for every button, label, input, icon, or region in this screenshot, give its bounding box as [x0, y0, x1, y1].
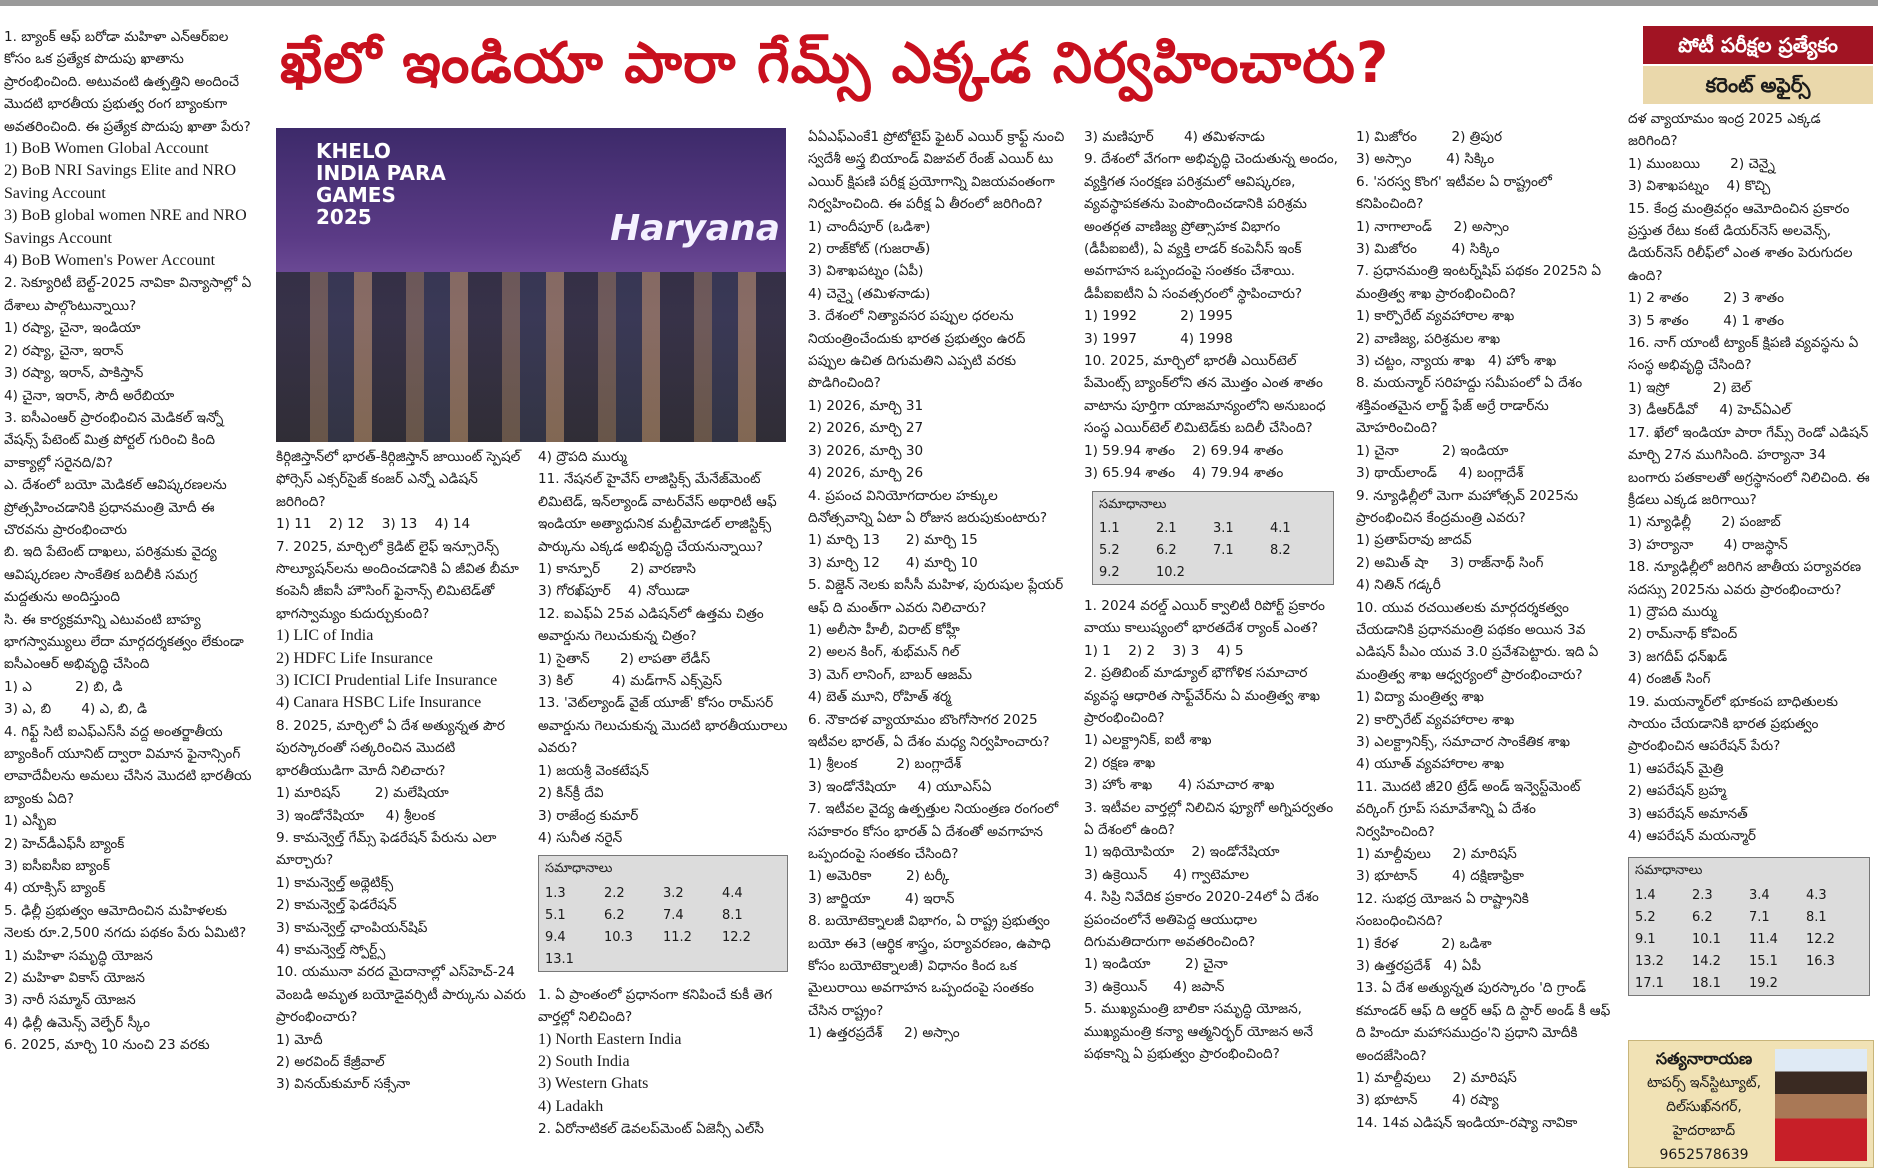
question-text: 5. విజ్డెన్ నెలకు ఐసీసీ మహిళ, పురుషుల ప్లేయర్ ఆఫ్ ది మంత్‌గా ఎవరు నిలిచారు? — [808, 577, 1064, 616]
option: 1) మోదీ — [276, 1031, 323, 1048]
option: 4) Canara HSBC Life Insurance — [276, 694, 482, 712]
question-text: 11. మొదటి జీ20 ట్రేడ్ అండ్ ఇన్వెస్ట్‌మెంట్ వర్కింగ్ గ్రూప్ సమావేశాన్ని ఏ దేశం నిర్వహించింది? — [1356, 778, 1581, 840]
option: 1) న్యూఢిల్లీ 2) పంజాబ్ — [1628, 514, 1781, 531]
option: 1) నాగాలాండ్ 2) అస్సాం — [1356, 218, 1510, 235]
question-text: 2. ప్రతిబింబ్ మాడ్యూల్ భౌగోళిక సమాచార వ్యవస్థ ఆధారిత సాఫ్ట్‌వేర్‌ను ఏ మంత్రిత్వ శాఖ ప్రారంభించింది? — [1084, 665, 1320, 726]
option: 2) మహిళా వికాస్ యోజన — [4, 970, 145, 987]
option: 1) ఆపరేషన్ మైత్రి — [1628, 760, 1724, 777]
option: 1) మారిషస్ 2) మలేషియా — [276, 785, 449, 802]
option: 2) 2026, మార్చి 27 — [808, 420, 924, 437]
question-text: 6. 2025, మార్చి 10 నుంచి 23 వరకు — [4, 1037, 210, 1054]
option: 3) ఇండోనేషియా 4) శ్రీలంక — [276, 807, 436, 824]
question-text: 9. కామన్వెల్త్ గేమ్స్ ఫెడరేషన్ పేరును ఎలా మార్చారు? — [276, 829, 497, 869]
question-text: 3. దేశంలో నిత్యావసర పప్పుల ధరలను నియంత్రించేందుకు భారత ప్రభుత్వం ఉరద్ పప్పుల ఉచిత దిగుమతిని ఎప్పటి వరకు పొడిగించింది? — [808, 308, 1026, 392]
answer-row: 9.2 10.2 — [1099, 564, 1185, 580]
question-text: 10. యమునా వరద మైదానాల్లో ఎస్‌హెచ్-24 వెంబడి అమృత బయోడైవర్సిటీ పార్కును ఎవరు ప్రారంభించారు? — [276, 964, 526, 1026]
option: 4) BoB Women's Power Account — [4, 252, 216, 270]
option: 3) రాజేంద్ర కుమార్ — [538, 807, 639, 824]
option: 1) మార్చి 13 2) మార్చి 15 — [808, 532, 978, 549]
option: 2) HDFC Life Insurance — [276, 649, 433, 667]
statement: ఎ. దేశంలో బయో మెడికల్ ఆవిష్కరణలను ప్రోత్సహించడానికి ప్రధానమంత్రి మోదీ ఈ చొరవను ప్రారంభించారు — [4, 477, 227, 538]
option: 2) కామన్వెల్త్ ఫెడరేషన్ — [276, 897, 397, 914]
statement: సి. ఈ కార్యక్రమాన్ని ఎటువంటి బాహ్య భాగస్వామ్యులు లేదా మార్గదర్శకత్వం లేకుండా ఐసీఎంఆర్ అభివృద్ధి చేసింది — [4, 611, 244, 673]
photo-crowd — [276, 272, 786, 442]
option: 3) జార్జియా 4) ఇరాన్ — [808, 890, 955, 907]
option: 2) అమిత్ షా 3) రాజ్‌నాథ్ సింగ్ — [1356, 554, 1544, 571]
option: 1) సైతాన్ 2) లాపతా లేడీస్ — [538, 650, 711, 667]
option: 4) 2026, మార్చి 26 — [808, 465, 924, 482]
answer-box — [538, 855, 788, 971]
option: 1) చైనా 2) ఇండియా — [1356, 442, 1509, 459]
news-photo — [276, 128, 786, 442]
question-text: 8. బయోటెక్నాలజీ విభాగం, ఏ రాష్ట్ర ప్రభుత్వం బయో ఈ3 (ఆర్థిక శాస్త్రం, పర్యావరణం, ఉపాధి కోసం బయోటెక్నాలజీ) విధానం కింద ఒక మైలురాయి అవగాహన ఒప్పందంపై సంతకం చేసిన రాష్ట్రం? — [808, 913, 1051, 1019]
answer-box — [1628, 857, 1870, 995]
option: 2) రాజ్‌కోట్ (గుజరాత్) — [808, 241, 931, 258]
option: 3) ఆపరేషన్ అమానత్ — [1628, 805, 1748, 822]
option: 2) BoB NRI Savings Elite and NRO Saving Account — [4, 162, 236, 202]
option: 3) గోరఖ్‌పూర్ 4) నోయిడా — [538, 583, 690, 600]
question-text: 6. నౌకాదళ వ్యాయామం బొంగోసాగర 2025 ఇటీవల భారత్, ఏ దేశం మధ్య నిర్వహించారు? — [808, 711, 1050, 750]
answer-row: 9.4 10.3 11.2 12.2 — [545, 929, 751, 945]
option: 1) 2026, మార్చి 31 — [808, 397, 924, 414]
option: 3) ఉక్రెయిన్ 4) గ్వాటెమాల — [1084, 866, 1250, 883]
option: 1) కాన్పూర్ 2) వారణాసి — [538, 561, 696, 578]
option: 2) కిన్‌క్రీ దేవి — [538, 785, 604, 802]
option: 1) 1992 2) 1995 — [1084, 308, 1233, 325]
option: 4) బెత్ మూని, రోహిత్ శర్మ — [808, 689, 952, 706]
option: 3) విశాఖపట్నం 4) కొచ్చి — [1628, 178, 1771, 195]
option: 2) అలన కింగ్, శుభ్‌మన్ గిల్ — [808, 644, 960, 661]
option: 1) LIC of India — [276, 627, 374, 645]
column-7 — [1628, 108, 1872, 1038]
option: 3) ఉక్రెయిన్ 4) జపాన్ — [1084, 978, 1225, 995]
option: 3) కామన్వెల్త్ ఛాంపియన్‌షిప్ — [276, 919, 428, 936]
question-text: 7. ప్రధానమంత్రి ఇంటర్న్‌షిప్ పథకం 2025ని ఏ మంత్రిత్వ శాఖ ప్రారంభించింది? — [1356, 263, 1602, 302]
option: 1) 2 శాతం 2) 3 శాతం — [1628, 290, 1784, 307]
option: 3) ఎ, బి 4) ఎ, బి, డి — [4, 701, 148, 718]
option: 1) ఎస్బీఐ — [4, 813, 57, 830]
column-3 — [538, 446, 788, 1166]
option: 1) కార్పొరేట్ వ్యవహారాల శాఖ — [1356, 308, 1515, 325]
option: 1) అలీసా హీలీ, విరాట్ కోహ్లీ — [808, 621, 960, 638]
author-details — [1639, 1047, 1769, 1167]
author-box — [1628, 1040, 1874, 1168]
author-phone: 9652578639 — [1659, 1147, 1749, 1163]
column-2 — [276, 446, 526, 1166]
answer-row: 1.4 2.3 3.4 4.3 — [1635, 887, 1827, 903]
option: 2) రష్యా, చైనా, ఇరాన్ — [4, 342, 124, 359]
option: 3) భూటాన్ 4) దక్షిణాఫ్రికా — [1356, 868, 1524, 885]
option: 1) ప్రతాప్‌రావు జాదవ్ — [1356, 532, 1472, 549]
option: 1) ఇస్రో 2) బెల్ — [1628, 379, 1751, 396]
option: 1) మాల్దీవులు 2) మారిషస్ — [1356, 1070, 1517, 1087]
option: 1) మాల్దీవులు 2) మారిషస్ — [1356, 846, 1517, 862]
answer-row: 17.1 18.1 19.2 — [1635, 975, 1778, 991]
option: 3) హర్యానా 4) రాజస్థాన్ — [1628, 536, 1788, 553]
option: 3) ఉత్తరప్రదేశ్ 4) ఏపీ — [1356, 958, 1482, 975]
question-text: 15. కేంద్ర మంత్రివర్గం ఆమోదించిన ప్రకారం ప్రస్తుత రేటు కంటే డియర్‌నెస్ అలవెన్స్, డియర్‌నెస్ రిలీఫ్‌లో ఎంత శాతం పెరుగుదల ఉంది? — [1628, 200, 1853, 284]
option: 4) Ladakh — [538, 1097, 604, 1115]
question-text: 18. న్యూఢిల్లీలో జరిగిన జాతీయ పర్యావరణ సదస్సు 2025ను ఎవరు ప్రారంభించారు? — [1628, 559, 1862, 598]
author-city: హైదరాబాద్ — [1672, 1123, 1736, 1139]
option: 3) 65.94 శాతం 4) 79.94 శాతం — [1084, 465, 1284, 482]
column-6 — [1356, 126, 1618, 1166]
question-text: 2. సెక్యూరిటీ బెల్ట్-2025 నావికా విన్యాసాల్లో ఏ దేశాలు పాల్గొంటున్నాయి? — [4, 275, 252, 314]
option: 3) భూటాన్ 4) రష్యా — [1356, 1092, 1499, 1109]
answer-row: 5.2 6.2 7.1 8.1 — [1635, 909, 1827, 925]
option: 1) విద్యా మంత్రిత్వ శాఖ — [1356, 689, 1484, 706]
question-text: 1. ఏ ప్రాంతంలో ప్రధానంగా కనిపించే కుకీ తెగ వార్తల్లో నిలిచింది? — [538, 986, 773, 1026]
statement: బి. ఇది పేటెంట్ దాఖలు, పరిశ్రమకు వైద్య ఆవిష్కరణల సాంకేతిక బదిలీకి సమగ్ర మద్దతును అందిస్తుంది — [4, 544, 217, 606]
option: 1) North Eastern India — [538, 1030, 682, 1048]
option: 1) ఇథియోపియా 2) ఇండోనేషియా — [1084, 844, 1280, 861]
option: 3) 5 శాతం 4) 1 శాతం — [1628, 312, 1784, 329]
answer-row: 13.1 — [545, 951, 574, 967]
option: 1) ఇండియా 2) చైనా — [1084, 956, 1228, 973]
option: 1) రష్యా, చైనా, ఇండియా — [4, 320, 141, 337]
question-text: 11. నేషనల్ హైవేస్ లాజిస్టిక్స్ మేనేజ్‌మెంట్ లిమిటెడ్, ఇన్‌ల్యాండ్ వాటర్‌వేస్ అథారిటీ ఆఫ్ ఇండియా అత్యాధునిక మల్టీమోడల్ లాజిస్టిక్స్ పార్కును ఎక్కడ అభివృద్ధి చేయనున్నాయి? — [538, 471, 777, 555]
option: 3) ఎలక్ట్రానిక్స్, సమాచార సాంకేతిక శాఖ — [1356, 733, 1570, 750]
question-text: 5. ముఖ్యమంత్రి బాలికా సమృద్ధి యోజన, ముఖ్యమంత్రి కన్యా ఆత్మనిర్భర్ యోజన అనే పథకాన్ని ఏ ప్రభుత్వం ప్రారంభించింది? — [1084, 1001, 1314, 1063]
option: 1) ఉత్తరప్రదేశ్ 2) అస్సాం — [808, 1025, 960, 1042]
answer-box — [1092, 491, 1334, 585]
author-photo — [1775, 1049, 1867, 1161]
option: 4) ఆపరేషన్ మయన్మార్ — [1628, 828, 1756, 844]
option: 1) 59.94 శాతం 2) 69.94 శాతం — [1084, 442, 1284, 459]
option: 1) 1 2) 2 3) 3 4) 5 — [1084, 642, 1244, 659]
question-text: 1. బ్యాంక్ ఆఫ్ బరోడా మహిళా ఎన్‌ఆర్‌ఐల కోసం ఒక ప్రత్యేక పొదుపు ఖాతాను ప్రారంభించింది. అటువంటి ఉత్పత్తిని అందించే మొదటి భారతీయ ప్రభుత్వ రంగ బ్యాంకుగా అవతరించింది. ఈ ప్రత్యేక పొదుపు ఖాతా పేరు? — [4, 29, 251, 135]
khelo-india-logo: KHELO INDIA PARA GAMES 2025 — [316, 139, 446, 229]
option: 4) సునీత నరైన్ — [538, 829, 623, 846]
option: 4) ద్రౌపది ముర్ము — [538, 449, 627, 465]
option: 1) కామన్వెల్త్ అథ్లెటిక్స్ — [276, 874, 394, 891]
option: 3) విశాఖపట్నం (ఏపీ) — [808, 263, 924, 280]
answer-row: 1.1 2.1 3.1 4.1 — [1099, 520, 1291, 536]
option: 1) కేరళ 2) ఒడిశా — [1356, 935, 1492, 952]
option: 3) ఇండోనేషియా 4) యూఎస్ఏ — [808, 778, 992, 795]
option: 3) 2026, మార్చి 30 — [808, 442, 924, 459]
option: 4) రంజిత్ సింగ్ — [1628, 671, 1711, 688]
option: 3) Western Ghats — [538, 1075, 649, 1093]
author-institute: టాపర్స్ ఇన్‌స్టిట్యూట్, — [1646, 1075, 1762, 1091]
question-text: 7. 2025, మార్చిలో క్రెడిట్ లైఫ్ ఇన్సూరెన్స్ సొల్యూషన్‌లను అందించడానికి ఏ జీవిత బీమా కంపెనీ జీఐసీ హౌసింగ్ ఫైనాన్స్ లిమిటెడ్‌తో భాగస్వామ్యం కుదుర్చుకుంది? — [276, 538, 519, 622]
question-text: 7. ఇటీవల వైద్య ఉత్పత్తుల నియంత్రణ రంగంలో సహకారం కోసం భారత్ ఏ దేశంతో అవగాహన ఒప్పందంపై సంతకం చేసింది? — [808, 801, 1059, 862]
question-text: దళ వ్యాయామం ఇంద్ర 2025 ఎక్కడ జరిగింది? — [1628, 111, 1821, 150]
haryana-text: Haryana — [610, 208, 780, 249]
option: 1) ముంబయి 2) చెన్నై — [1628, 155, 1775, 172]
question-text: 4. గిఫ్ట్ సిటీ ఐఎఫ్‌ఎస్‌సీ వద్ద అంతర్జాతీయ బ్యాంకింగ్ యూనిట్ ద్వారా విమాన ఫైనాన్సింగ్ లావాదేవీలను అమలు చేసిన మొదటి భారతీయ బ్యాంకు ఏది? — [4, 723, 252, 807]
option: 2) రక్షణ శాఖ — [1084, 754, 1156, 771]
option: 3) డీఆర్‌డీవో 4) హెచ్ఏఎల్ — [1628, 402, 1791, 419]
option: 4) కామన్వెల్త్ స్పోర్ట్స్ — [276, 941, 386, 958]
option: 4) చైనా, ఇరాన్, సౌదీ అరేబియా — [4, 387, 175, 404]
option: 3) 1997 4) 1998 — [1084, 330, 1233, 347]
option: 4) చెన్నై (తమిళనాడు) — [808, 285, 931, 302]
column-5 — [1084, 126, 1342, 1166]
question-text: 12. సుభద్ర యోజన ఏ రాష్ట్రానికి సంబంధించినది? — [1356, 890, 1529, 930]
question-text: 9. న్యూఢిల్లీలో మెగా మహోత్సవ్ 2025ను ప్రారంభించిన కేంద్రమంత్రి ఎవరు? — [1356, 487, 1579, 526]
option: 3) చట్టం, న్యాయ శాఖ 4) హోం శాఖ — [1356, 353, 1557, 370]
question-text: 10. యువ రచయితలకు మార్గదర్శకత్వం చేయడానికి ప్రధానమంత్రి పథకం అయిన 3వ ఎడిషన్ పీఎం యువ 3.0 ప్రవేశపెట్టారు. ఇది ఏ మంత్రిత్వ శాఖ ఆధ్వర్యంలో ప్రారంభించారు? — [1356, 599, 1599, 683]
question-text: 14. 14వ ఎడిషన్ ఇండియా-రష్యా నావికా — [1356, 1114, 1578, 1131]
question-text: 17. ఖేలో ఇండియా పారా గేమ్స్ రెండో ఎడిషన్ మార్చి 27న ముగిసింది. హర్యానా 34 బంగారు పతకాలతో అగ్రస్థానంలో నిలిచింది. ఈ క్రీడలు ఎక్కడ జరిగాయి? — [1628, 424, 1870, 508]
question-text: 1. 2024 వరల్డ్ ఎయిర్ క్వాలిటీ రిపోర్ట్ ప్రకారం వాయు కాలుష్యంలో భారతదేశ ర్యాంక్ ఎంత? — [1084, 597, 1325, 637]
question-text: 3. ఐసీఎంఆర్ ప్రారంభించిన మెడికల్ ఇన్నో వేషన్స్ పేటెంట్ మిత్ర పోర్టల్ గురించి కింది వాక్యాల్లో సరైనది/వి? — [4, 409, 224, 471]
option: 1) ద్రౌపది ముర్ము — [1628, 603, 1717, 620]
answer-title: సమాధానాలు — [1099, 496, 1167, 512]
option: 1) 11 2) 12 3) 13 4) 14 — [276, 516, 471, 533]
option: 3) ICICI Prudential Life Insurance — [276, 672, 498, 690]
option: 3) మణిపూర్ 4) తమిళనాడు — [1084, 129, 1265, 145]
top-rule — [0, 0, 1878, 6]
option: 2) South India — [538, 1052, 630, 1070]
question-text: కిర్గిజిస్తాన్‌లో భారత్-కిర్గిజిస్తాన్ జాయింట్ స్పెషల్ ఫోర్సెస్ ఎక్సర్‌సైజ్ కంజర్ ఎన్నో ఎడిషన్ జరిగింది? — [276, 449, 521, 510]
answer-title: సమాధానాలు — [545, 861, 613, 877]
option: 1) ఎ 2) బి, డి — [4, 678, 123, 695]
option: 3) వినయ్‌కుమార్ సక్సేనా — [276, 1076, 411, 1093]
question-text: 5. ఢిల్లీ ప్రభుత్వం ఆమోదించిన మహిళలకు నెలకు రూ.2,500 నగదు పథకం పేరు ఏమిటి? — [4, 902, 247, 942]
option: 3) BoB global women NRE and NRO Savings Account — [4, 207, 247, 247]
author-name: సత్యనారాయణ — [1655, 1049, 1753, 1068]
option: 3) రష్యా, ఇరాన్, పాకిస్తాన్ — [4, 365, 144, 382]
option: 3) మార్చి 12 4) మార్చి 10 — [808, 554, 978, 571]
question-text: 9. దేశంలో వేగంగా అభివృద్ధి చెందుతున్న అందం, వ్యక్తిగత సంరక్షణ పరిశ్రమలో ఆవిష్కరణ, వ్యవస్థాపకతను పెంపొందించడానికి పరిశ్రమ అంతర్గత వాణిజ్య ప్రోత్సాహక విభాగం (డీపీఐఐటీ), ఏ వ్యక్తి లాడర్ కంపెనీస్ ఇంక్ అవగాహన ఒప్పందంపై సంతకం చేశాయి. డీపీఐఐటీని ఏ సంవత్సరంలో స్థాపించారు? — [1084, 151, 1338, 302]
option: 1) ఎలక్ట్రానిక్, ఐటీ శాఖ — [1084, 732, 1212, 749]
option: 3) జగదీప్ ధన్‌ఖడ్ — [1628, 648, 1728, 665]
option: 4) యాక్సిస్ బ్యాంక్ — [4, 880, 106, 897]
question-text: 13. ఏ దేశ అత్యున్నత పురస్కారం 'ది గ్రాండ్ కమాండర్ ఆఫ్ ది ఆర్డర్ ఆఫ్ ది స్టార్ అండ్ కీ ఆఫ్ ది హిందూ మహాసముద్రం'ని ప్రధాని మోదీకి అందజేసింది? — [1356, 980, 1611, 1064]
option: 3) కిల్ 4) మడ్‌గాన్ ఎక్స్‌ప్రెస్ — [538, 673, 723, 690]
option: 3) అస్సాం 4) సిక్కిం — [1356, 151, 1495, 168]
question-text: 16. నాగ్ యాంటీ ట్యాంక్ క్షిపణి వ్యవస్థను ఏ సంస్థ అభివృద్ధి చేసింది? — [1628, 335, 1859, 374]
answer-row: 5.2 6.2 7.1 8.2 — [1099, 542, 1291, 558]
section-banner: పోటీ పరీక్షల ప్రత్యేకం — [1643, 26, 1873, 64]
answer-row: 13.2 14.2 15.1 16.3 — [1635, 953, 1835, 969]
option: 3) మెగ్ లానింగ్, బాబర్ ఆజమ్ — [808, 666, 973, 683]
answer-row: 5.1 6.2 7.4 8.1 — [545, 907, 743, 923]
option: 3) నారీ సమ్మాన్ యోజన — [4, 992, 136, 1009]
option: 1) మహిళా సమృద్ధి యోజన — [4, 947, 153, 964]
option: 2) కార్పొరేట్ వ్యవహారాల శాఖ — [1356, 711, 1515, 728]
question-text: 8. 2025, మార్చిలో ఏ దేశ అత్యున్నత పౌర పురస్కారంతో సత్కరించిన మొదటి భారతీయుడిగా మోదీ నిలిచారు? — [276, 717, 505, 779]
option: 3) మిజోరం 4) సిక్కిం — [1356, 241, 1500, 258]
page-title: ఖేలో ఇండియా పారా గేమ్స్ ఎక్కడ నిర్వహించారు? — [280, 31, 1390, 96]
option: 4) ఢిల్లీ ఉమెన్స్ వెల్ఫేర్ స్కీం — [4, 1014, 150, 1031]
column-1 — [4, 26, 254, 1176]
question-text: 3. ఇటీవల వార్తల్లో నిలిచిన ఫ్యూగో అగ్నిపర్వతం ఏ దేశంలో ఉంది? — [1084, 799, 1334, 838]
option: 1) అమెరికా 2) టర్కీ — [808, 868, 950, 885]
option: 2) వాణిజ్య, పరిశ్రమల శాఖ — [1356, 330, 1501, 347]
question-text: 6. 'సరస్వ కొంగ' ఇటీవల ఏ రాష్ట్రంలో కనిపించింది? — [1356, 173, 1552, 213]
option: 4) యూత్ వ్యవహారాల శాఖ — [1356, 756, 1505, 773]
author-area: దిల్‌సుఖ్‌నగర్, — [1666, 1099, 1742, 1115]
option: 2) రామ్‌నాథ్ కోవింద్ — [1628, 626, 1738, 643]
option: 1) శ్రీలంక 2) బంగ్లాదేశ్ — [808, 756, 962, 773]
option: 1) BoB Women Global Account — [4, 140, 209, 158]
question-text: 10. 2025, మార్చిలో భారతీ ఎయిర్‌టెల్ పేమెంట్స్ బ్యాంక్‌లోని తన మొత్తం ఎంత శాతం వాటాను పూర్తిగా యాజమాన్యంలోని అనుబంధ సంస్థ ఎయిర్‌టెల్ లిమిటెడ్‌కు బదిలీ చేసింది? — [1084, 353, 1326, 437]
column-4 — [808, 126, 1066, 1166]
option: 4) నితిన్ గడ్కరీ — [1356, 577, 1441, 594]
option: 3) హోం శాఖ 4) సమాచార శాఖ — [1084, 777, 1275, 794]
question-text: 12. ఐఎఫ్‌ఏ 25వ ఎడిషన్‌లో ఉత్తమ చిత్రం అవార్డును గెలుచుకున్న చిత్రం? — [538, 605, 764, 645]
question-text: 4. సిప్రి నివేదిక ప్రకారం 2020-24లో ఏ దేశం ప్రపంచంలోనే అతిపెద్ద ఆయుధాల దిగుమతిదారుగా అవతరించింది? — [1084, 889, 1319, 950]
question-text: 13. 'వెట్‌ల్యాండ్ వైజ్ యూజ్' కోసం రామ్‌సర్ అవార్డును గెలుచుకున్న మొదటి భారతీయురాలు ఎవరు? — [538, 695, 788, 757]
option: 3) ఐసీఐసీఐ బ్యాంక్ — [4, 858, 110, 875]
option: 1) చాందీపూర్ (ఒడిశా) — [808, 218, 931, 235]
section-subbanner: కరెంట్ అఫైర్స్ — [1643, 66, 1873, 104]
option: 1) జయశ్రీ వెంకటేషన్ — [538, 762, 649, 779]
answer-title: సమాధానాలు — [1635, 863, 1703, 879]
question-text: ఏఏఎఫ్ఎంకే1 ప్రోటోటైప్ ఫైటర్ ఎయిర్ క్రాఫ్ట్ నుంచి స్వదేశీ అస్త్ర బియాండ్ విజువల్ రేంజ్ ఎయిర్ టు ఎయిర్ క్షిపణి పరీక్ష ప్రయోగాన్ని విజయవంతంగా నిర్వహించింది. ఈ పరీక్ష ఏ తీరంలో జరిగింది? — [808, 129, 1065, 213]
option: 2) హెచ్‌డీఎఫ్‌సీ బ్యాంక్ — [4, 835, 125, 852]
question-text: 4. ప్రపంచ వినియోగదారుల హక్కుల దినోత్సవాన్ని ఏటా ఏ రోజున జరుపుకుంటారు? — [808, 487, 1048, 526]
answer-row: 9.1 10.1 11.4 12.2 — [1635, 931, 1835, 947]
option: 2) ఆపరేషన్ బ్రహ్మ — [1628, 783, 1727, 800]
option: 1) మిజోరం 2) త్రిపుర — [1356, 129, 1503, 145]
question-text: 19. మయన్మార్‌లో భూకంప బాధితులకు సాయం చేయడానికి భారత ప్రభుత్వం ప్రారంభించిన ఆపరేషన్ పేరు? — [1628, 693, 1838, 755]
option: 3) థాయ్‌లాండ్ 4) బంగ్లాదేశ్ — [1356, 465, 1524, 482]
question-text: 2. ఏరోనాటికల్ డెవలప్‌మెంట్ ఏజెన్సీ ఎల్‌సీ — [538, 1121, 764, 1138]
answer-row: 1.3 2.2 3.2 4.4 — [545, 885, 743, 901]
option: 2) అరవింద్ కేజ్రీవాల్ — [276, 1053, 385, 1070]
question-text: 8. మయన్మార్ సరిహద్దు సమీపంలో ఏ దేశం శక్తివంతమైన లార్జ్ ఫేజ్ అర్రే రాడార్‌ను మోహరించింది? — [1356, 375, 1583, 437]
